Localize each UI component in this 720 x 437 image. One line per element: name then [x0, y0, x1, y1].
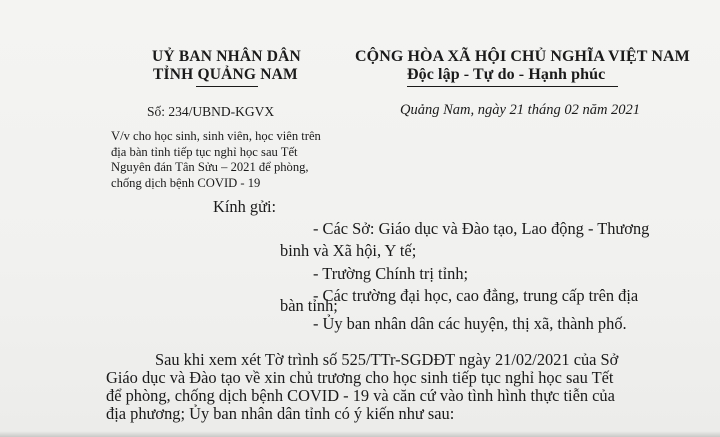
subject-line: V/v cho học sinh, sinh viên, học viên trên: [111, 129, 321, 143]
recipient-line: - Trường Chính trị tỉnh;: [313, 264, 469, 283]
body-line: Sau khi xem xét Tờ trình số 525/TTr-SGDĐT ngày 21/02/2021 của Sở: [155, 350, 619, 369]
subject-line: Nguyên đán Tân Sửu – 2021 để phòng,: [111, 160, 309, 174]
body-line: Giáo dục và Đào tạo về xin chủ trương cho học sinh tiếp tục nghỉ học sau Tết: [106, 368, 614, 387]
greeting: Kính gửi:: [213, 197, 277, 216]
motto-underline: [407, 86, 618, 87]
recipient-line: bàn tỉnh;: [280, 296, 338, 315]
recipient-line: - Các Sở: Giáo dục và Đào tạo, Lao động - Thương: [313, 219, 650, 238]
subject-line: địa bàn tỉnh tiếp tục nghỉ học sau Tết: [111, 144, 298, 159]
recipient-line: binh và Xã hội, Y tế;: [280, 241, 417, 260]
subject-line: chống dịch bệnh COVID - 19: [111, 175, 261, 190]
subject-block: [111, 129, 321, 191]
page-shadow: [0, 431, 720, 437]
issuer-name: UỶ BAN NHÂN DÂN: [152, 48, 301, 65]
issuer-underline: [196, 86, 258, 87]
recipient-line: - Ủy ban nhân dân các huyện, thị xã, thành phố.: [313, 314, 627, 333]
place-date: Quảng Nam, ngày 21 tháng 02 năm 2021: [400, 102, 641, 118]
issuer-province: TỈNH QUẢNG NAM: [153, 66, 298, 83]
national-title: CỘNG HÒA XÃ HỘI CHỦ NGHĨA VIỆT NAM: [355, 48, 690, 65]
document-number: Số: 234/UBND-KGVX: [147, 104, 275, 119]
body-line: để phòng, chống dịch bệnh COVID - 19 và căn cứ vào tình hình thực tiễn của: [106, 386, 615, 405]
body-line: địa phương; Ủy ban nhân dân tỉnh có ý kiến như sau:: [106, 404, 455, 423]
recipient-line: - Các trường đại học, cao đẳng, trung cấp trên địa: [313, 286, 639, 305]
national-motto: Độc lập - Tự do - Hạnh phúc: [407, 66, 606, 83]
